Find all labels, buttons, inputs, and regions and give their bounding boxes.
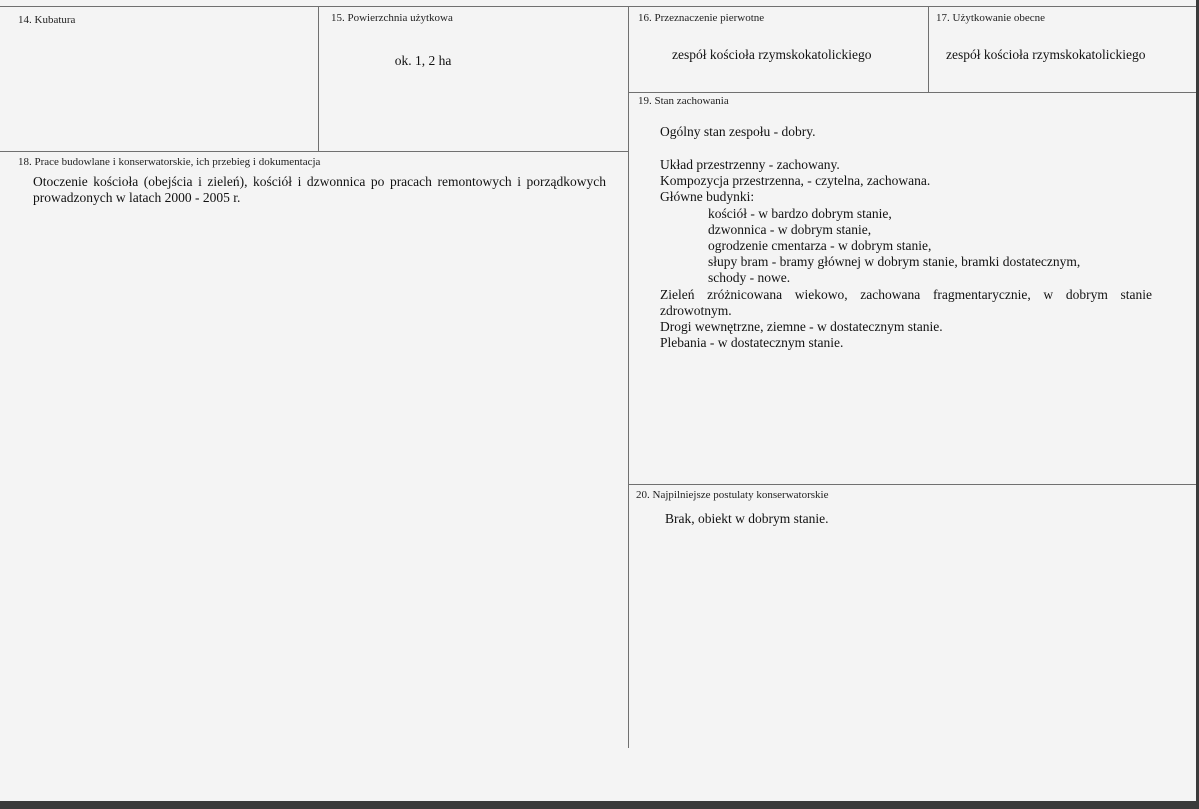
field-15-label: 15. Powierzchnia użytkowa [331,12,453,24]
field-19-line: Układ przestrzenny - zachowany. [660,157,840,172]
building-item: kościół - w bardzo dobrym stanie, [708,205,892,221]
field-16-value: zespół kościoła rzymskokatolickiego [672,47,872,62]
field-18-value: Otoczenie kościoła (obejścia i zieleń), kościół i dzwonnica po pracach remontowych i porządkowych prowadzonych w latach 2000 - 2005 r. [33,174,606,206]
top-border-line [0,6,1196,7]
field-17-label: 17. Użytkowanie obecne [936,12,1046,24]
field-19-line: Główne budynki: [660,189,755,205]
field-18-label: 18. Prace budowlane i konserwatorskie, ich przebieg i dokumentacja [18,156,321,168]
divider-left-right [628,6,629,748]
building-item: ogrodzenie cmentarza - w dobrym stanie, [708,238,932,254]
field-14-label: 14. Kubatura [18,14,76,26]
field-19-line: Kompozycja przestrzenna, - czytelna, zachowana. [660,173,931,189]
field-19-greenery: Zieleń zróżnicowana wiekowo, zachowana fragmentarycznie, w dobrym stanie zdrowotnym. [660,286,1152,318]
field-19-content [660,157,1152,351]
field-17-value: zespół kościoła rzymskokatolickiego [946,47,1146,62]
building-item: schody - nowe. [708,270,791,286]
field-16-label: 16. Przeznaczenie pierwotne [638,12,765,24]
divider-row-16-19 [628,92,1196,93]
field-19-label: 19. Stan zachowania [638,95,729,107]
field-20-label: 20. Najpilniejsze postulaty konserwatorskie [636,489,829,501]
building-item: dzwonnica - w dobrym stanie, [708,221,872,237]
field-19-general: Ogólny stan zespołu - dobry. [660,124,816,139]
field-19-rectory: Plebania - w dostatecznym stanie. [660,335,844,351]
divider-row-14-18 [0,151,628,152]
field-19-roads: Drogi wewnętrzne, ziemne - w dostatecznym stanie. [660,319,943,335]
building-item: słupy bram - bramy głównej w dobrym stanie, bramki dostatecznym, [708,254,1081,270]
divider-14-15 [318,6,319,152]
divider-16-17 [928,6,929,92]
field-15-value: ok. 1, 2 ha [394,53,452,68]
field-20-value: Brak, obiekt w dobrym stanie. [665,511,829,526]
divider-row-19-20 [628,484,1196,485]
